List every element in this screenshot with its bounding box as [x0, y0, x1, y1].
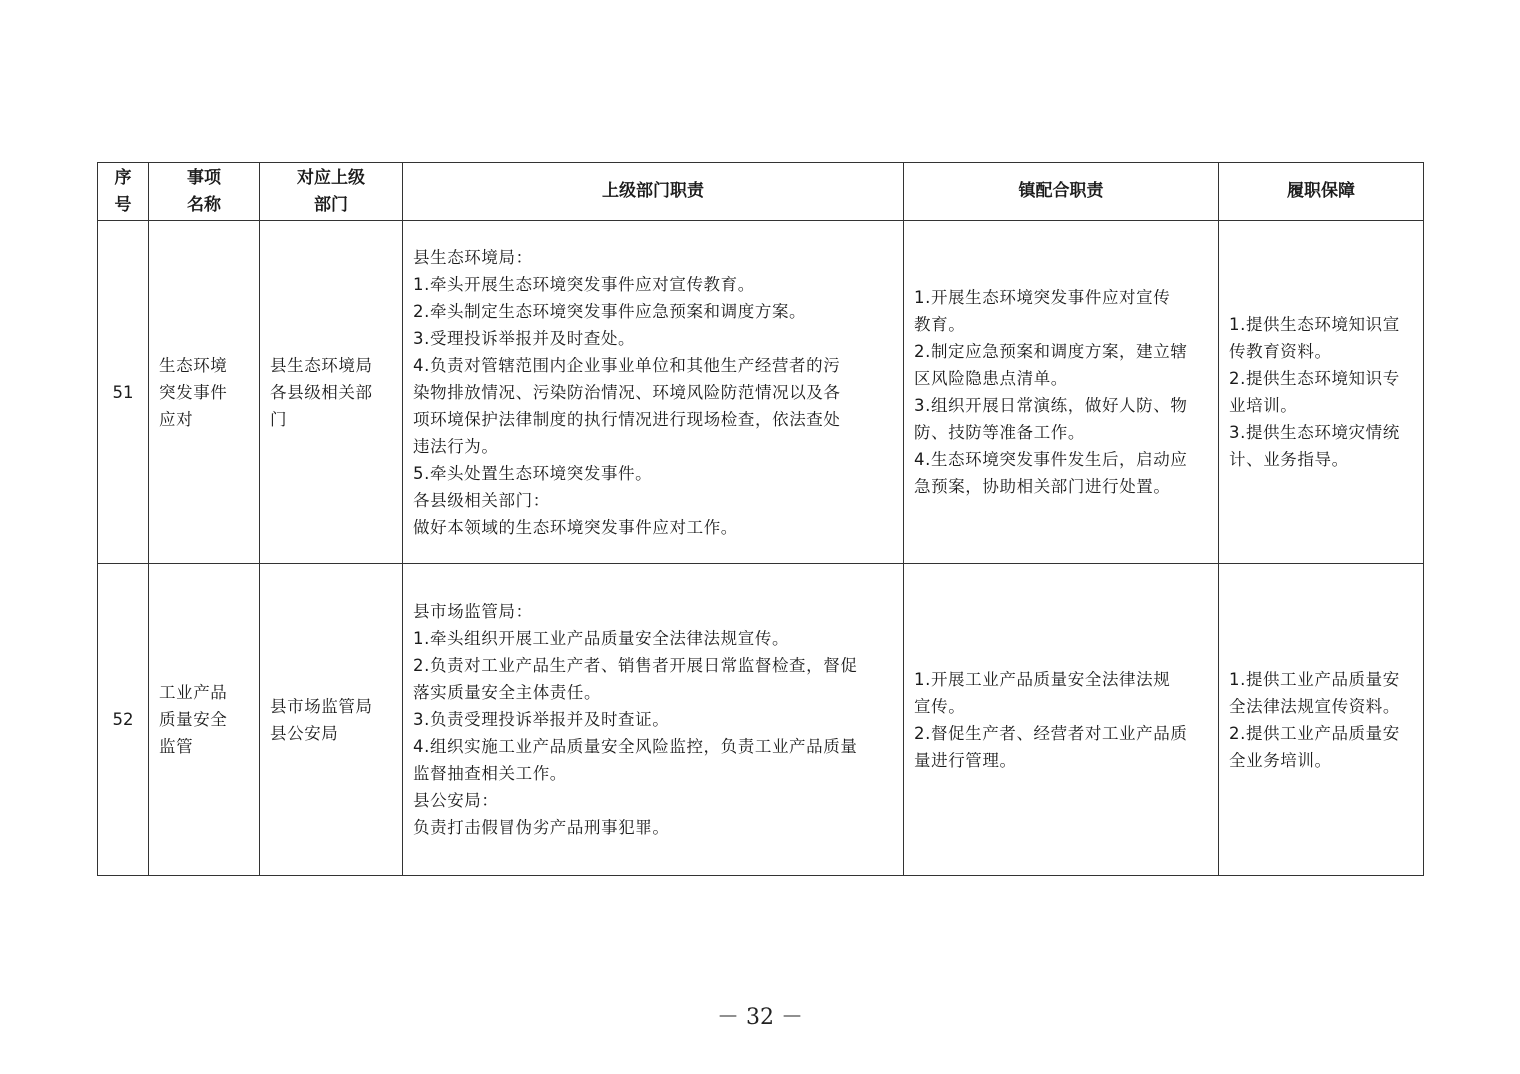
cell-seq: 51 [98, 221, 149, 564]
table-row [98, 221, 1424, 564]
table-row [98, 564, 1424, 876]
cell-town-duties: 1.开展工业产品质量安全法律法规 宣传。 2.督促生产者、经营者对工业产品质 量进行管理。 [904, 564, 1219, 876]
cell-item-name: 工业产品 质量安全 监管 [149, 564, 260, 876]
header-superior-duties: 上级部门职责 [403, 163, 904, 221]
cell-guarantee: 1.提供工业产品质量安 全法律法规宣传资料。 2.提供工业产品质量安 全业务培训。 [1219, 564, 1424, 876]
cell-item-name: 生态环境 突发事件 应对 [149, 221, 260, 564]
header-item-name: 事项 名称 [149, 163, 260, 221]
header-guarantee: 履职保障 [1219, 163, 1424, 221]
cell-superior-duties: 县市场监管局： 1.牵头组织开展工业产品质量安全法律法规宣传。 2.负责对工业产品生产者、销售者开展日常监督检查，督促 落实质量安全主体责任。 3.负责受理投诉举报并及时查证。 4.组织实施工业产品质量安全风险监控，负责工业产品质量 监督抽查相关工作。 县公安局： 负责打击假冒伪劣产品刑事犯罪。 [403, 564, 904, 876]
cell-superior-dept: 县市场监管局 县公安局 [260, 564, 403, 876]
page-number: － 32 － [717, 1005, 803, 1030]
header-superior-dept: 对应上级 部门 [260, 163, 403, 221]
header-town-duties: 镇配合职责 [904, 163, 1219, 221]
cell-superior-dept: 县生态环境局 各县级相关部 门 [260, 221, 403, 564]
table-header-row [98, 163, 1424, 221]
header-seq: 序 号 [98, 163, 149, 221]
cell-guarantee: 1.提供生态环境知识宣 传教育资料。 2.提供生态环境知识专 业培训。 3.提供生态环境灾情统 计、业务指导。 [1219, 221, 1424, 564]
duty-table [97, 162, 1424, 876]
cell-superior-duties: 县生态环境局： 1.牵头开展生态环境突发事件应对宣传教育。 2.牵头制定生态环境突发事件应急预案和调度方案。 3.受理投诉举报并及时查处。 4.负责对管辖范围内企业事业单位和其他生产经营者的污 染物排放情况、污染防治情况、环境风险防范情况以及各 项环境保护法律制度的执行情况进行现场检查，依法查处 违法行为。 5.牵头处置生态环境突发事件。 各县级相关部门： 做好本领域的生态环境突发事件应对工作。 [403, 221, 904, 564]
cell-seq: 52 [98, 564, 149, 876]
cell-town-duties: 1.开展生态环境突发事件应对宣传 教育。 2.制定应急预案和调度方案，建立辖 区风险隐患点清单。 3.组织开展日常演练，做好人防、物 防、技防等准备工作。 4.生态环境突发事件发生后，启动应 急预案，协助相关部门进行处置。 [904, 221, 1219, 564]
